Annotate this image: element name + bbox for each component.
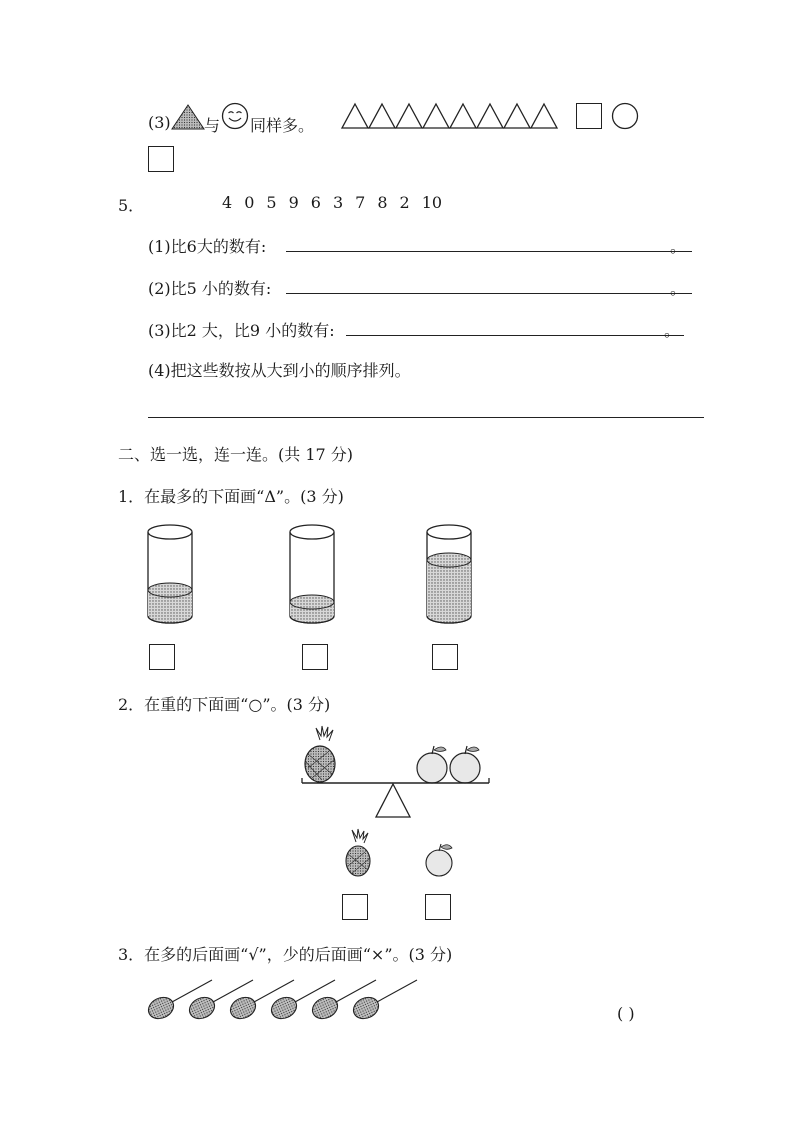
number-item: 8 — [377, 193, 388, 212]
number-item: 10 — [421, 193, 443, 212]
number-item: 7 — [355, 193, 366, 212]
triangle-icon — [477, 104, 503, 128]
answer-line-q5-1[interactable] — [286, 251, 692, 252]
triangle-icon — [369, 104, 395, 128]
answer-box-q1-b[interactable] — [302, 644, 328, 670]
number-item: 9 — [288, 193, 299, 212]
number-item: 0 — [244, 193, 255, 212]
triangle-icon — [342, 104, 368, 128]
q5-sub1: (1)比6大的数有: — [148, 237, 267, 256]
racket-row — [146, 976, 426, 1022]
q4-3-same: 同样多。 — [250, 116, 315, 135]
water-cup-icon — [425, 522, 473, 626]
answer-box-q1-a[interactable] — [149, 644, 175, 670]
triangle-icon — [423, 104, 449, 128]
smiley-face-icon — [221, 102, 249, 130]
number-item: 2 — [399, 193, 410, 212]
answer-line-q5-2[interactable] — [286, 293, 692, 294]
number-item: 5 — [266, 193, 277, 212]
answer-line-q5-4[interactable] — [148, 417, 704, 418]
answer-box-q1-c[interactable] — [432, 644, 458, 670]
triangle-row — [342, 103, 558, 129]
q4-3-with: 与 — [204, 116, 221, 135]
q5-number: 5． — [118, 196, 145, 215]
answer-box-q2-pineapple[interactable] — [342, 894, 368, 920]
circle-icon — [611, 102, 639, 130]
q5-sub2: (2)比5 小的数有: — [148, 279, 272, 298]
apple-icon — [450, 746, 480, 783]
number-item: 3 — [332, 193, 344, 212]
triangle-icon — [396, 104, 422, 128]
q5-number-list — [222, 193, 454, 212]
answer-box-q4-3[interactable] — [148, 146, 174, 172]
pineapple-icon — [305, 726, 335, 782]
answer-line-q5-3[interactable] — [346, 335, 684, 336]
q5-sub3-period: 。 — [664, 321, 681, 340]
triangle-icon — [450, 104, 476, 128]
q3-text: 3．在多的后面画“√”，少的后面画“×”。(3 分) — [118, 945, 453, 964]
q5-sub3: (3)比2 大，比9 小的数有: — [148, 321, 335, 340]
badminton-racket-icon — [350, 980, 417, 1023]
balance-scale-icon — [300, 728, 492, 820]
q1-text: 1．在最多的下面画“Δ”。(3 分) — [118, 487, 344, 506]
pineapple-icon — [342, 830, 374, 878]
number-item: 6 — [310, 193, 321, 212]
answer-paren-q3[interactable]: ( ) — [617, 1004, 635, 1023]
apple-icon — [417, 746, 447, 783]
shaded-triangle-icon — [171, 104, 205, 130]
q4-3-label: (3) — [148, 113, 171, 132]
water-cup-icon — [146, 522, 194, 626]
water-cup-icon — [288, 522, 336, 626]
answer-box-q2-apple[interactable] — [425, 894, 451, 920]
triangle-icon — [531, 104, 557, 128]
q5-sub2-period: 。 — [670, 279, 687, 298]
q5-sub1-period: 。 — [670, 237, 687, 256]
triangle-icon — [504, 104, 530, 128]
q5-sub4: (4)把这些数按从大到小的顺序排列。 — [148, 361, 411, 380]
section-2-title: 二、选一选，连一连。(共 17 分) — [118, 445, 354, 464]
square-icon — [576, 103, 602, 129]
number-item: 4 — [222, 193, 233, 212]
apple-icon — [424, 842, 456, 878]
q2-text: 2．在重的下面画“○”。(3 分) — [118, 695, 331, 714]
